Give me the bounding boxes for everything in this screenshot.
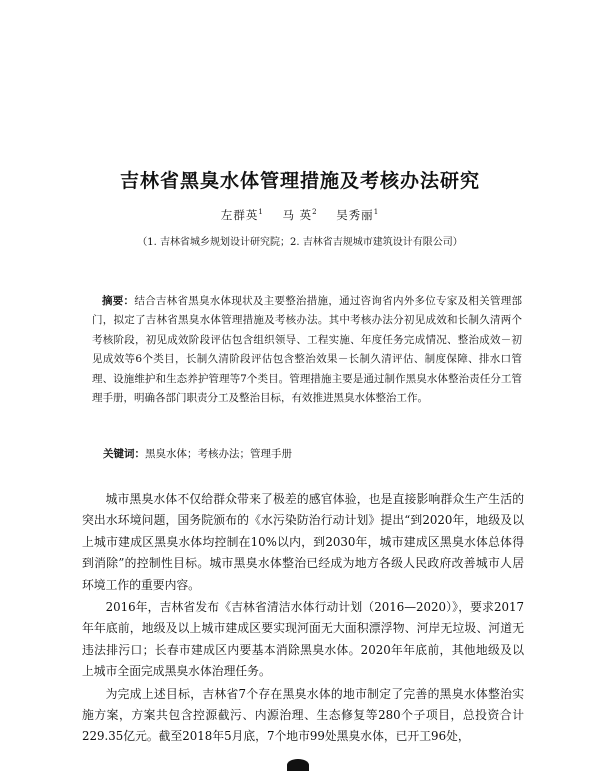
author-affiliation-mark: 1 (258, 208, 264, 217)
author-affiliation-mark: 1 (373, 208, 380, 217)
body-paragraph: 城市黑臭水体不仅给群众带来了极差的感官体验，也是直接影响群众生产生活的突出水环境问题，国务院颁布的《水污染防治行动计划》提出“到2020年，地级及以上城市建成区黑臭水体均控制在10%以内，到2030年，城市建成区黑臭水体总体得到消除”的控制性目标。城市黑臭水体整治已经成为地方各级人民政府改善城市人居环境工作的重要内容。 (82, 492, 524, 592)
author-name: 左群英 (220, 208, 259, 222)
keywords-text: 黑臭水体；考核办法；管理手册 (145, 448, 292, 460)
keywords (103, 446, 292, 461)
affiliations: （1. 吉林省城乡规划设计研究院；2. 吉林省吉规城市建筑设计有限公司） (137, 237, 463, 248)
author-list (0, 207, 600, 223)
author-affiliation-mark: 2 (312, 208, 318, 217)
body-paragraph: 为完成上述目标，吉林省7个存在黑臭水体的地市制定了完善的黑臭水体整治实施方案，方案共包含控源截污、内源治理、生态修复等280个子项目，总投资合计229.35亿元。截至2018年5月底，7个地市99处黑臭水体，已开工96处， (82, 686, 524, 744)
keywords-label: 关键词： (103, 448, 145, 460)
abstract-label: 摘要： (102, 295, 135, 307)
paper-title: 吉林省黑臭水体管理措施及考核办法研究 (119, 170, 480, 192)
page-number-mark (287, 759, 309, 771)
abstract (92, 292, 522, 408)
author-name: 马 英 (282, 208, 313, 222)
body-text (82, 489, 524, 749)
body-paragraph: 2016年，吉林省发布《吉林省清洁水体行动计划（2016—2020）》，要求2017年年底前，地级及以上城市建成区要实现河面无大面积漂浮物、河岸无垃圾、河道无违法排污口；长春市建成区内要基本消除黑臭水体。2020年年底前，其他地级及以上城市全面完成黑臭水体治理任务。 (82, 600, 524, 679)
abstract-text: 结合吉林省黑臭水体现状及主要整治措施，通过咨询省内外多位专家及相关管理部门，拟定了吉林省黑臭水体管理措施及考核办法。其中考核办法分初见成效和长制久清两个考核阶段，初见成效阶段评估包含组织领导、工程实施、年度任务完成情况、整治成效－初见成效等6个类目，长制久清阶段评估包含整治效果－长制久清评估、制度保障、排水口管理、设施维护和生态养护管理等7个类目。管理措施主要是通过制作黑臭水体整治责任分工管理手册，明确各部门职责分工及整治目标，有效推进黑臭水体整治工作。 (92, 295, 523, 405)
author-name: 吴秀丽 (336, 208, 374, 222)
